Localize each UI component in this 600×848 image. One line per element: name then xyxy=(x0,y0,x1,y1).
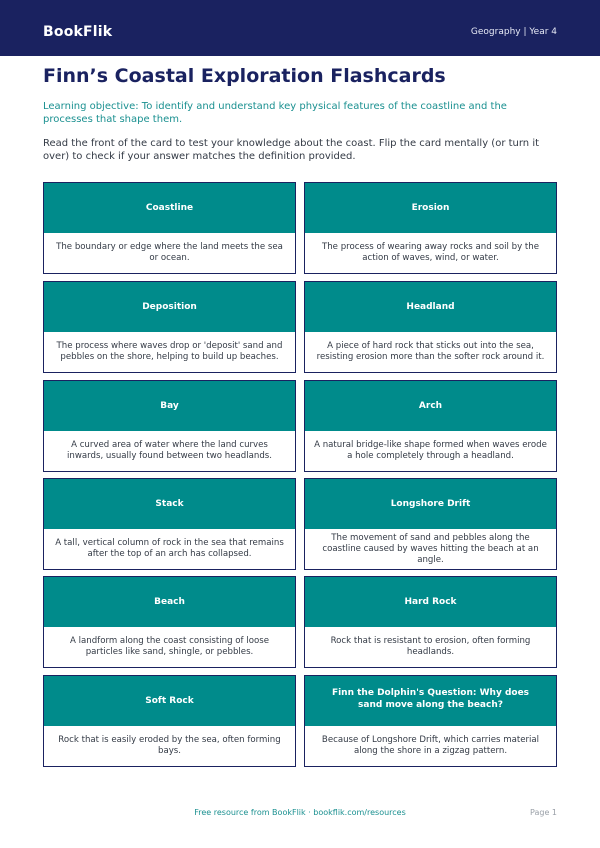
flashcard-back: Rock that is easily eroded by the sea, often forming bays. xyxy=(58,735,281,756)
flashcard-back: A landform along the coast consisting of loose particles like sand, shingle, or pebbles. xyxy=(70,636,269,657)
flashcard[interactable] xyxy=(304,182,557,274)
flashcard[interactable] xyxy=(43,576,296,668)
flashcard-front: Finn the Dolphin's Question: Why does sand move along the beach? xyxy=(305,676,556,726)
brand-logo[interactable]: BookFlik xyxy=(43,24,113,40)
flashcard-front: Soft Rock xyxy=(44,676,295,726)
flashcard-back: The movement of sand and pebbles along the coastline caused by waves hitting the beach at an angle. xyxy=(322,532,539,565)
flashcard-front: Longshore Drift xyxy=(305,479,556,529)
flashcard[interactable] xyxy=(43,182,296,274)
page-title: Finn’s Coastal Exploration Flashcards xyxy=(43,65,446,87)
flashcard-bonus-question[interactable] xyxy=(304,675,557,767)
flashcard-back: The process of wearing away rocks and soil by the action of waves, wind, or water. xyxy=(321,242,540,263)
flashcard-front: Beach xyxy=(44,577,295,627)
flashcard-front: Headland xyxy=(305,282,556,332)
flashcard-front: Erosion xyxy=(305,183,556,233)
flashcard[interactable] xyxy=(304,281,557,373)
flashcard[interactable] xyxy=(43,281,296,373)
flashcard[interactable] xyxy=(304,380,557,472)
flashcard-back: Because of Longshore Drift, which carries material along the shore in a zigzag pattern. xyxy=(321,735,540,756)
flashcard[interactable] xyxy=(43,675,296,767)
learning-objective: Learning objective: To identify and understand key physical features of the coastline and the processes that shape them. xyxy=(43,101,507,125)
flashcard-back: A piece of hard rock that sticks out into the sea, resisting erosion more than the softer rock around it. xyxy=(316,341,545,362)
flashcard-front: Stack xyxy=(44,479,295,529)
flashcard-front: Arch xyxy=(305,381,556,431)
flashcard-back: The boundary or edge where the land meets the sea or ocean. xyxy=(56,242,283,263)
flashcard-back: Rock that is resistant to erosion, often forming headlands. xyxy=(330,636,531,657)
flashcard-back: A tall, vertical column of rock in the sea that remains after the top of an arch has collapsed. xyxy=(55,538,284,559)
flashcard[interactable] xyxy=(43,380,296,472)
flashcard-back: A curved area of water where the land curves inwards, usually found between two headlands. xyxy=(67,440,272,461)
subject-year-label: Geography | Year 4 xyxy=(470,27,557,37)
flashcard[interactable] xyxy=(304,576,557,668)
flashcard-front: Hard Rock xyxy=(305,577,556,627)
flashcard-back: The process where waves drop or 'deposit' sand and pebbles on the shore, helping to build up beaches. xyxy=(56,341,283,362)
flashcard-front: Coastline xyxy=(44,183,295,233)
flashcard-back: A natural bridge-like shape formed when waves erode a hole completely through a headland. xyxy=(314,440,547,461)
flashcard-front: Deposition xyxy=(44,282,295,332)
footer-credit[interactable]: Free resource from BookFlik · bookflik.com/resources xyxy=(194,808,406,817)
header-bar xyxy=(0,0,600,56)
flashcard[interactable] xyxy=(43,478,296,570)
page-number: Page 1 xyxy=(530,808,557,817)
flashcard[interactable] xyxy=(304,478,557,570)
instructions: Read the front of the card to test your knowledge about the coast. Flip the card mentally (or turn it over) to check if your answer matches the definition provided. xyxy=(43,138,540,162)
flashcard-front: Bay xyxy=(44,381,295,431)
